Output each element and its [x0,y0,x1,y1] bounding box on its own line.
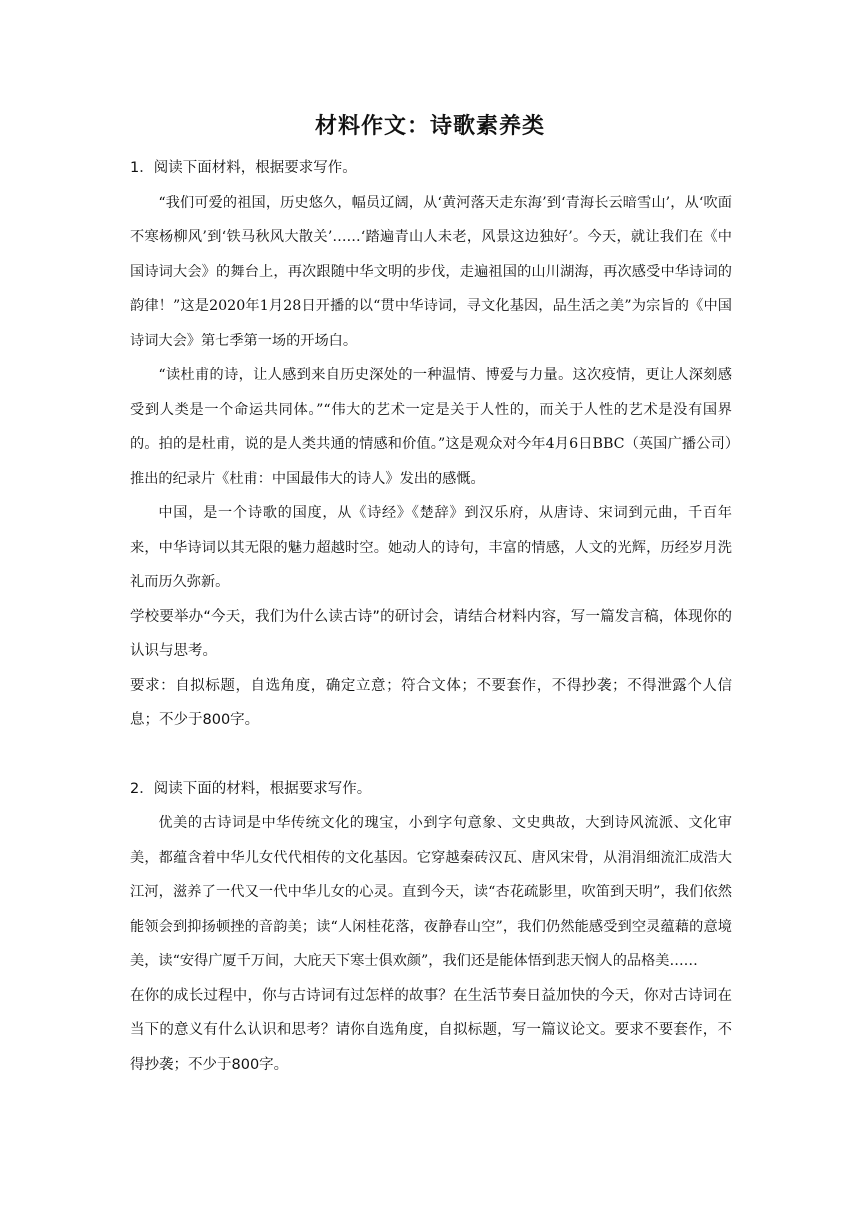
question-1-task: 学校要举办“今天，我们为什么读古诗”的研讨会，请结合材料内容，写一篇发言稿，体现你的认识与思考。 [130,608,732,659]
question-2-task: 在你的成长过程中，你与古诗词有过怎样的故事？在生活节奏日益加快的今天，你对古诗词在当下的意义有什么认识和思考？请你自选角度，自拟标题，写一篇议论文。要求不要套作，不得抄袭；不少于800字。 [130,987,732,1073]
question-2-heading: 2．阅读下面的材料，根据要求写作。 [130,780,372,797]
section-spacer [130,738,732,772]
question-2 [130,772,732,1083]
question-1-material-paragraph-1: “我们可爱的祖国，历史悠久，幅员辽阔，从‘黄河落天走东海’到‘青海长云暗雪山’，从‘吹面不寒杨柳风’到‘铁马秋风大散关’……‘踏遍青山人未老，风景这边独好’。今天，就让我们在《中国诗词大会》的舞台上，再次跟随中华文明的步伐，走遍祖国的山川湖海，再次感受中华诗词的韵律！”这是2020年1月28日开播的以“贯中华诗词，寻文化基因，品生活之美”为宗旨的《中国诗词大会》第七季第一场的开场白。 [130,194,732,349]
question-1-heading: 1．阅读下面材料，根据要求写作。 [130,160,357,176]
question-2-material-paragraph: 优美的古诗词是中华传统文化的瑰宝，小到字句意象、文史典故，大到诗风流派、文化审美，都蕴含着中华儿女代代相传的文化基因。它穿越秦砖汉瓦、唐风宋骨，从涓涓细流汇成浩大江河，滋养了一代又一代中华儿女的心灵。直到今天，读“杏花疏影里，吹笛到天明”，我们依然能领会到抑扬顿挫的音韵美；读“人闲桂花落，夜静春山空”，我们仍然能感受到空灵蕴藉的意境美，读“安得广厦千万间，大庇天下寒士俱欢颜”，我们还是能体悟到悲天悯人的品格美…… [130,815,732,969]
document-title: 材料作文：诗歌素养类 [314,114,545,139]
question-1-material-paragraph-2: “读杜甫的诗，让人感到来自历史深处的一种温情、博爱与力量。这次疫情，更让人深刻感受到人类是一个命运共同体。”“伟大的艺术一定是关于人性的，而关于人性的艺术是没有国界的。拍的是杜甫，说的是人类共通的情感和价值。”这是观众对今年4月6日BBC（英国广播公司）推出的纪录片《杜甫：中国最伟大的诗人》发出的感慨。 [130,367,732,487]
question-1-requirements: 要求：自拟标题，自选角度，确定立意；符合文体；不要套作，不得抄袭；不得泄露个人信息；不少于800字。 [130,677,732,728]
question-1-material-paragraph-3: 中国，是一个诗歌的国度，从《诗经》《楚辞》到汉乐府，从唐诗、宋词到元曲，千百年来，中华诗词以其无限的魅力超越时空。她动人的诗句，丰富的情感，人文的光辉，历经岁月洗礼而历久弥新。 [130,505,732,590]
question-1 [130,151,732,738]
document-body [130,151,732,1082]
